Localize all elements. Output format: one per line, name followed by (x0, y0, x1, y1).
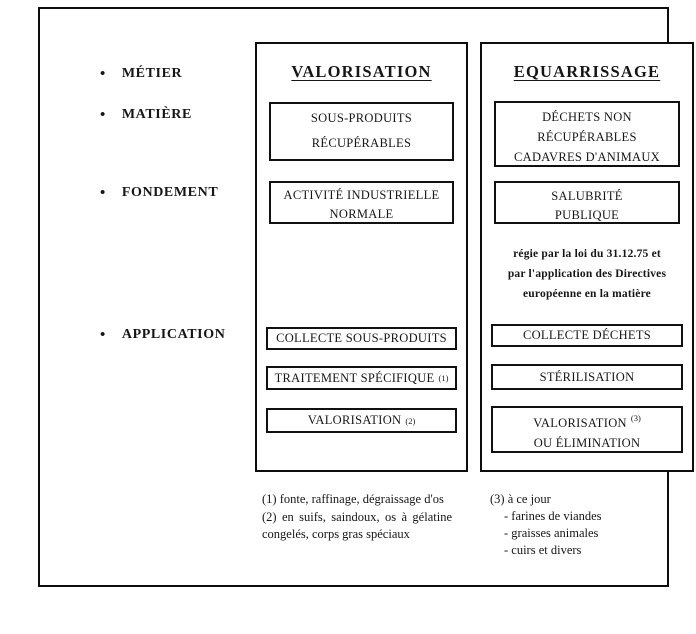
regie-line3: européenne en la matière (523, 288, 651, 300)
footnote-3-item: - farines de viandes (504, 509, 602, 523)
footnote-ref-1: (1) (438, 373, 449, 383)
bullet-icon: • (100, 66, 106, 82)
equarrissage-app2-text: STÉRILISATION (539, 369, 635, 384)
row-label-fondement (100, 185, 218, 201)
valorisation-fondement-box (269, 181, 454, 224)
equarrissage-app3-line2: OU ÉLIMINATION (533, 436, 641, 450)
valorisation-matiere-line1: SOUS-PRODUITS (310, 111, 413, 125)
regie-line1: régie par la loi du 31.12.75 et (513, 248, 661, 260)
equarrissage-matiere-box (494, 101, 680, 167)
equarrissage-fondement-line2: PUBLIQUE (554, 208, 620, 222)
equarrissage-app1-text: COLLECTE DÉCHETS (522, 328, 652, 342)
equarrissage-matiere-line1: DÉCHETS NON (542, 110, 632, 124)
footnote-3-title: (3) à ce jour (490, 492, 551, 506)
equarrissage-title: EQUARRISSAGE (513, 62, 661, 81)
footnotes-left (262, 491, 452, 544)
valorisation-title: VALORISATION (291, 62, 432, 81)
equarrissage-matiere-line3: CADAVRES D'ANIMAUX (514, 150, 660, 164)
row-label-metier-text: MÉTIER (121, 66, 183, 81)
valorisation-column (255, 42, 468, 472)
row-label-metier (100, 66, 182, 82)
equarrissage-app3-line1: VALORISATION $^{(3)}$ (533, 413, 641, 430)
footnote-2: (2) en suifs, saindoux, os à gélatine congelés, corps gras spéciaux (262, 509, 452, 541)
bullet-icon: • (100, 107, 106, 123)
equarrissage-fondement-box (494, 181, 680, 224)
row-label-application-text: APPLICATION (121, 327, 226, 342)
valorisation-fondement-line1: ACTIVITÉ INDUSTRIELLE (283, 188, 440, 202)
footnotes-right (490, 491, 690, 559)
regie-line2: par l'application des Directives (507, 268, 667, 280)
valorisation-app2-box (266, 366, 457, 390)
equarrissage-app3-box (491, 406, 683, 453)
row-label-matiere-text: MATIÈRE (121, 107, 192, 122)
outer-frame (38, 7, 669, 587)
footnote-ref-3: (3) (630, 413, 641, 423)
footnote-3-item: - cuirs et divers (504, 543, 582, 557)
valorisation-app1-box (266, 327, 457, 350)
equarrissage-app1-box (491, 324, 683, 347)
valorisation-app3-box (266, 408, 457, 433)
equarrissage-matiere-line2: RÉCUPÉRABLES (537, 130, 637, 144)
valorisation-fondement-line2: NORMALE (329, 207, 394, 221)
row-label-fondement-text: FONDEMENT (121, 185, 219, 200)
footnote-1: (1) fonte, raffinage, dégraissage d'os (262, 492, 444, 506)
valorisation-app1-text: COLLECTE SOUS-PRODUITS (276, 331, 447, 345)
row-label-matiere (100, 107, 192, 123)
equarrissage-fondement-line1: SALUBRITÉ (551, 189, 623, 203)
valorisation-app3-text: VALORISATION (307, 413, 402, 427)
regie-note (482, 244, 692, 304)
bullet-icon: • (100, 327, 106, 343)
valorisation-matiere-box (269, 102, 454, 161)
footnote-3-item: - graisses animales (504, 526, 599, 540)
bullet-icon: • (100, 185, 106, 201)
valorisation-matiere-line2: RÉCUPÉRABLES (311, 136, 412, 150)
equarrissage-column (480, 42, 694, 472)
valorisation-app2-text: TRAITEMENT SPÉCIFIQUE (274, 370, 435, 385)
row-label-application (100, 327, 225, 343)
footnote-ref-2: (2) (405, 415, 416, 426)
equarrissage-app2-box (491, 364, 683, 390)
